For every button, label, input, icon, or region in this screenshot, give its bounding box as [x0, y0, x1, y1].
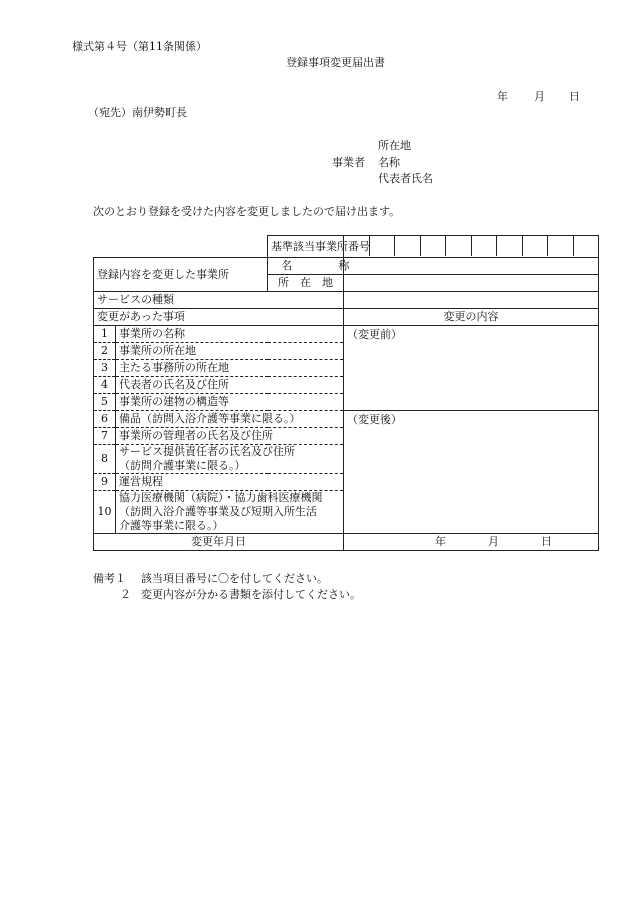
item-label-line: （訪問入浴介護等事業及び短期入所生活: [119, 505, 317, 518]
before-label: （変更前）: [347, 328, 402, 341]
item-number[interactable]: 3: [94, 360, 116, 377]
change-date-day: 日: [541, 535, 552, 548]
office-name-label: 名 称: [268, 258, 344, 275]
item-number[interactable]: 8: [94, 445, 116, 474]
changed-office-label: 登録内容を変更した事業所: [94, 258, 268, 292]
office-address-label: 所 在 地: [268, 275, 344, 292]
item-number[interactable]: 2: [94, 343, 116, 360]
item-row: [94, 326, 599, 343]
date-year-label: 年: [497, 90, 508, 103]
item-label: 事業所の管理者の氏名及び住所: [116, 428, 344, 445]
after-label: （変更後）: [347, 413, 402, 426]
digit-box[interactable]: [547, 236, 573, 256]
office-address-value[interactable]: [344, 275, 599, 292]
digit-box[interactable]: [394, 236, 420, 256]
digit-box[interactable]: [471, 236, 497, 256]
digit-box[interactable]: [369, 236, 395, 256]
office-number-row: [94, 236, 599, 258]
item-number[interactable]: 10: [94, 491, 116, 534]
applicant-address-label: 所在地: [378, 139, 411, 152]
change-date-value[interactable]: [344, 534, 599, 551]
item-row: [94, 411, 599, 428]
item-number[interactable]: 6: [94, 411, 116, 428]
item-number[interactable]: 9: [94, 474, 116, 491]
notes-label: 備考１: [93, 572, 126, 585]
note-2: 変更内容が分かる書類を添付してください。: [141, 588, 361, 601]
item-number[interactable]: 4: [94, 377, 116, 394]
addressee: （宛先）南伊勢町長: [88, 106, 187, 119]
item-label: 主たる事務所の所在地: [116, 360, 344, 377]
item-label-line: 協力医療機関（病院）・協力歯科医療機関: [119, 491, 323, 504]
applicant-group-label: 事業者: [332, 156, 365, 169]
item-label-line: サービス提供責任者の氏名及び住所: [119, 445, 295, 458]
blank-cell: [94, 236, 268, 258]
item-label: 備品（訪問入浴介護等事業に限る。）: [116, 411, 344, 428]
office-number-boxes[interactable]: [344, 236, 599, 258]
change-date-month: 月: [488, 535, 499, 548]
after-change-cell[interactable]: [344, 411, 599, 534]
item-number[interactable]: 7: [94, 428, 116, 445]
digit-box[interactable]: [445, 236, 471, 256]
note-1: 該当項目番号に〇を付してください。: [141, 572, 328, 585]
items-header-row: [94, 309, 599, 326]
item-label: 事業所の所在地: [116, 343, 344, 360]
item-label: [116, 491, 344, 534]
service-type-value[interactable]: [344, 292, 599, 309]
registration-change-table: [93, 235, 599, 551]
before-change-cell[interactable]: [344, 326, 599, 411]
change-content-header: 変更の内容: [344, 309, 599, 326]
changed-items-header: 変更があった事項: [94, 309, 344, 326]
digit-box[interactable]: [573, 236, 599, 256]
service-type-row: [94, 292, 599, 309]
item-label-line: （訪問介護事業に限る。）: [119, 459, 246, 472]
service-type-label: サービスの種類: [94, 292, 344, 309]
applicant-rep-label: 代表者氏名: [378, 172, 433, 185]
item-label: 運営規程: [116, 474, 344, 491]
item-number[interactable]: 1: [94, 326, 116, 343]
item-label: 代表者の氏名及び住所: [116, 377, 344, 394]
item-label: [116, 445, 344, 474]
digit-box[interactable]: [522, 236, 548, 256]
change-date-row: [94, 534, 599, 551]
applicant-name-label: 名称: [378, 156, 400, 169]
item-label: 事業所の名称: [116, 326, 344, 343]
digit-box[interactable]: [420, 236, 446, 256]
change-date-year: 年: [435, 535, 446, 548]
date-month-label: 月: [534, 90, 545, 103]
date-day-label: 日: [569, 90, 580, 103]
change-date-label: 変更年月日: [94, 534, 344, 551]
item-label-line: 介護等事業に限る。）: [119, 519, 224, 532]
item-number[interactable]: 5: [94, 394, 116, 411]
digit-box[interactable]: [496, 236, 522, 256]
document-title: 登録事項変更届出書: [286, 56, 385, 69]
office-name-value[interactable]: [344, 258, 599, 275]
digit-box[interactable]: [344, 236, 369, 256]
note-2-number: ２: [120, 588, 131, 601]
form-number: 様式第４号（第11条関係）: [72, 40, 207, 53]
item-label: 事業所の建物の構造等: [116, 394, 344, 411]
intro-text: 次のとおり登録を受けた内容を変更しましたので届け出ます。: [93, 205, 401, 218]
office-number-label: 基準該当事業所番号: [268, 236, 344, 258]
office-name-row: [94, 258, 599, 275]
